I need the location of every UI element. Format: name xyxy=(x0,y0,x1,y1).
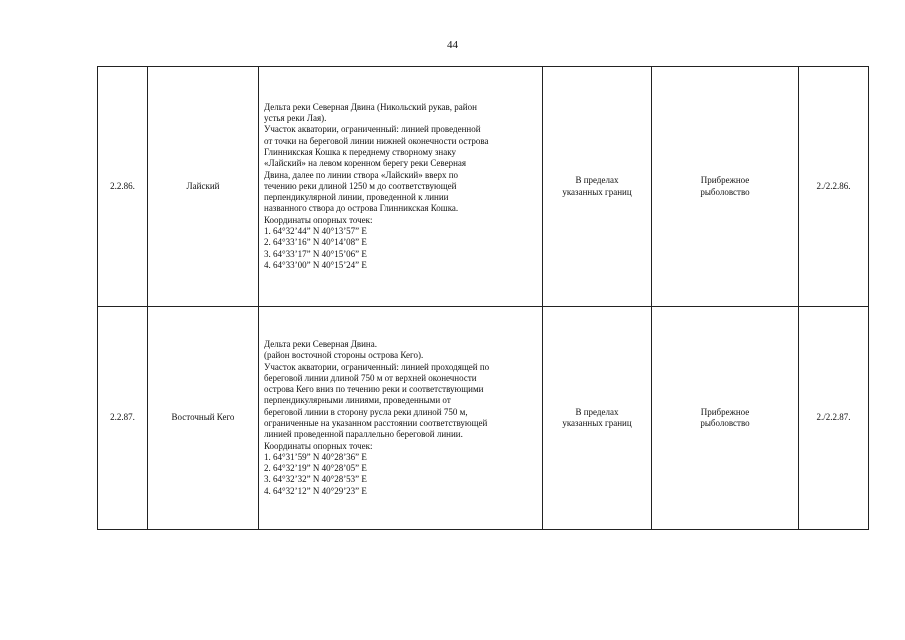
description-line: Участок акватории, ограниченный: линией проходящей по xyxy=(264,361,490,372)
fishing-type-line: рыболовство xyxy=(700,418,750,428)
description-line: Дельта реки Северная Двина (Никольский рукав, район xyxy=(264,101,477,112)
description-line: Участок акватории, ограниченный: линией проведенной xyxy=(264,124,481,135)
coordinate-point: 3. 64°33’17” N 40°15’06” E xyxy=(264,248,367,259)
coordinate-point: 3. 64°32’32” N 40°28’53” E xyxy=(264,474,367,485)
description-line: устья реки Лая). xyxy=(264,113,327,124)
description-line: Дельта реки Северная Двина. xyxy=(264,338,377,349)
location-cell xyxy=(543,307,652,530)
coordinate-point: 4. 64°32’12” N 40°29’23” E xyxy=(264,485,367,496)
row-number-cell: 2.2.87. xyxy=(98,307,148,530)
row-number-cell: 2.2.86. xyxy=(98,67,148,307)
fishing-type-line: Прибрежное xyxy=(700,175,750,186)
description-line: от точки на береговой линии нижней оконечности острова xyxy=(264,135,489,146)
table-row xyxy=(98,67,869,307)
description-line: течению реки длиной 1250 м до соответствующей xyxy=(264,180,457,191)
coordinate-point: 2. 64°32’19” N 40°28’05” E xyxy=(264,463,367,474)
fishing-areas-table xyxy=(97,66,869,530)
description-line: Глинникская Кошка к переднему створному знаку xyxy=(264,146,456,157)
reference-cell: 2./2.2.86. xyxy=(799,67,869,307)
description-line: береговой линии в сторону русла реки длиной 750 м, xyxy=(264,406,468,417)
location-line: указанных границ xyxy=(562,186,632,197)
coordinate-point: 1. 64°32’44” N 40°13’57” E xyxy=(264,226,367,237)
page-number: 44 xyxy=(447,39,458,51)
coordinate-point: 1. 64°31’59” N 40°28’36” E xyxy=(264,451,367,462)
description-line: «Лайский» на левом коренном берегу реки Северная xyxy=(264,158,467,169)
description-line: острова Кего вниз по течению реки и соответствующими xyxy=(264,384,484,395)
coordinate-point: 2. 64°33’16” N 40°14’08” E xyxy=(264,237,367,248)
description-line: Двина, далее по линии створа «Лайский» вверх по xyxy=(264,169,459,180)
fishing-type-cell xyxy=(652,307,799,530)
fishing-type-line: Прибрежное xyxy=(700,406,750,417)
description-line: перпендикулярной линии, проведенной к линии xyxy=(264,192,449,203)
area-name-cell: Лайский xyxy=(148,67,259,307)
reference-cell: 2./2.2.87. xyxy=(799,307,869,530)
location-line: В пределах xyxy=(575,175,619,186)
area-description-cell xyxy=(259,307,543,530)
description-line: ограниченные на указанном расстоянии соответствующей xyxy=(264,418,488,428)
area-name-cell: Восточный Кего xyxy=(148,307,259,530)
description-line: линией проведенной параллельно береговой линии. xyxy=(264,429,463,440)
fishing-type-cell xyxy=(652,67,799,307)
description-line: береговой линии длиной 750 м от верхней оконечности xyxy=(264,372,477,383)
fishing-type-line: рыболовство xyxy=(700,186,750,197)
coordinate-point: 4. 64°33’00” N 40°15’24” E xyxy=(264,259,367,270)
location-line: указанных границ xyxy=(562,418,632,428)
location-cell xyxy=(543,67,652,307)
description-line: (район восточной стороны острова Кего). xyxy=(264,350,424,361)
description-line: перпендикулярными линиями, проведенными от xyxy=(264,395,451,406)
coordinates-heading: Координаты опорных точек: xyxy=(264,214,373,225)
description-line: названного створа до острова Глинникская Кошка. xyxy=(264,203,459,214)
location-line: В пределах xyxy=(575,406,619,417)
table-row xyxy=(98,307,869,530)
coordinates-heading: Координаты опорных точек: xyxy=(264,440,373,451)
area-description-cell xyxy=(259,67,543,307)
